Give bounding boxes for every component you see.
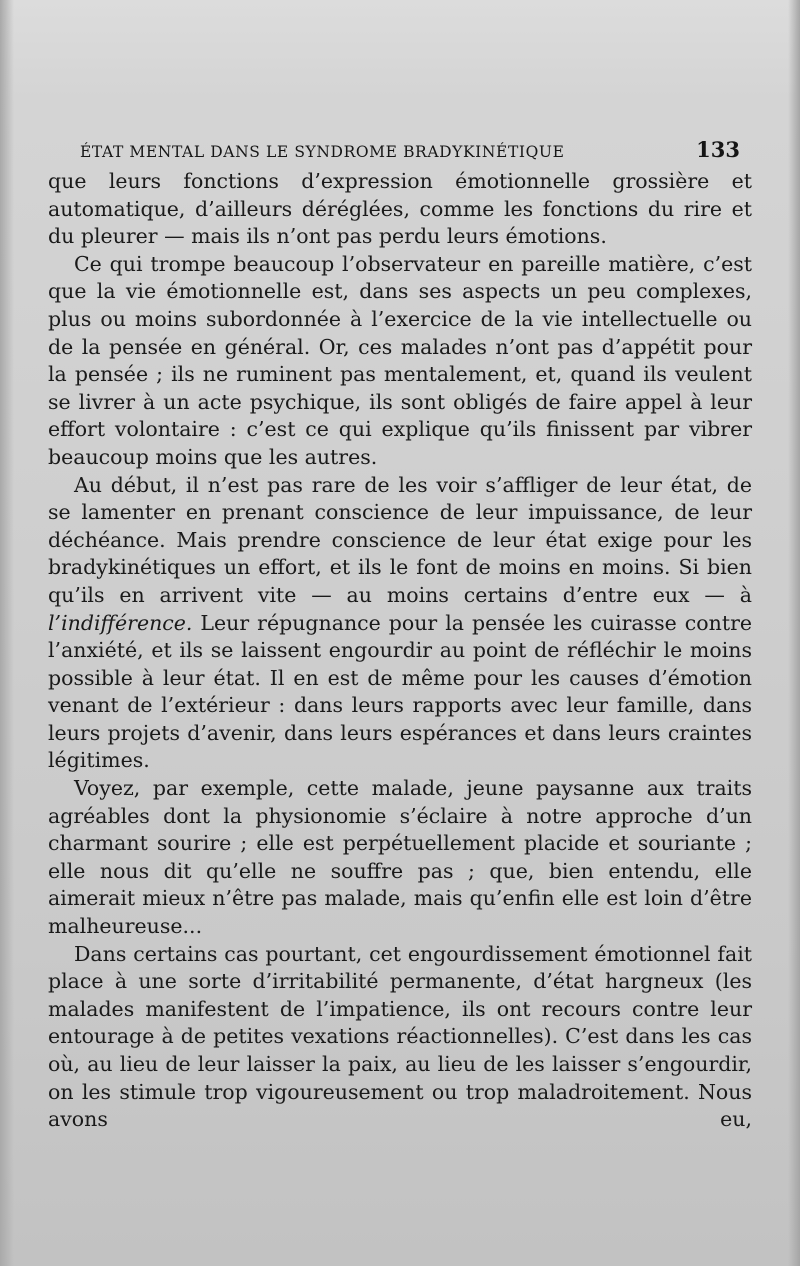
paragraph-text-after: Leur répugnance pour la pensée les cuirasse contre l’anxiété, et ils se laissent engourdir au point de réfléchir le moins possible à leur état. Il en est de même pour les causes d’émotion venant de l’extérieur : dans leurs rapports avec leur famille, dans leurs projets d’avenir, dans leurs espérances et dans leurs craintes légitimes. [48,610,752,773]
paragraph: Ce qui trompe beaucoup l’observateur en pareille matière, c’est que la vie émotionnelle est, dans ses aspects un peu complexes, plus ou moins subordonnée à l’exercice de la vie intellectuelle ou de la pensée en général. Or, ces malades n’ont pas d’appétit pour la pensée ; ils ne ruminent pas mentalement, et, quand ils veulent se livrer à un acte psychique, ils sont obligés de faire appel à leur effort volontaire : c’est ce qui explique qu’ils finissent par vibrer beaucoup moins que les autres. [48,251,752,469]
paragraph-continuation: que leurs fonctions d’expression émotionnelle grossière et automatique, d’ailleurs déréglées, comme les fonctions du rire et du pleurer — mais ils n’ont pas perdu leurs émotions. [48,169,752,249]
running-title: ÉTAT MENTAL DANS LE SYNDROME BRADYKINÉTIQUE [80,143,565,161]
body-text [48,168,752,1134]
paragraph-indifference [48,472,752,776]
paragraph: Dans certains cas pourtant, cet engourdissement émotionnel fait place à une sorte d’irritabilité permanente, d’état hargneux (les malades manifestent de l’impatience, ils ont recours contre leur entourage à de petites vexations réactionnelles). C’est dans les cas où, au lieu de leur laisser la paix, au lieu de les laisser s’engourdir, on les stimule trop vigoureusement ou trop maladroitement. Nous avons eu, [48,941,752,1132]
running-head [80,135,740,165]
paragraph-text-before: Au début, il n’est pas rare de les voir s’affliger de leur état, de se lamenter en prenant conscience de leur impuissance, de leur déchéance. Mais prendre conscience de leur état exige pour les bradykinétiques un effort, et ils le font de moins en moins. Si bien qu’ils en arrivent vite — au moins certains d’entre eux — à [48,472,752,607]
paragraph: Voyez, par exemple, cette malade, jeune paysanne aux traits agréables dont la physionomie s’éclaire à notre approche d’un charmant sourire ; elle est perpétuellement placide et souriante ; elle nous dit qu’elle ne souffre pas ; que, bien entendu, elle aimerait mieux n’être pas malade, mais qu’enfin elle est loin d’être malheureuse... [48,776,752,939]
page-number: 133 [696,137,740,162]
emphasis-indifference: l’indifférence. [48,610,193,635]
